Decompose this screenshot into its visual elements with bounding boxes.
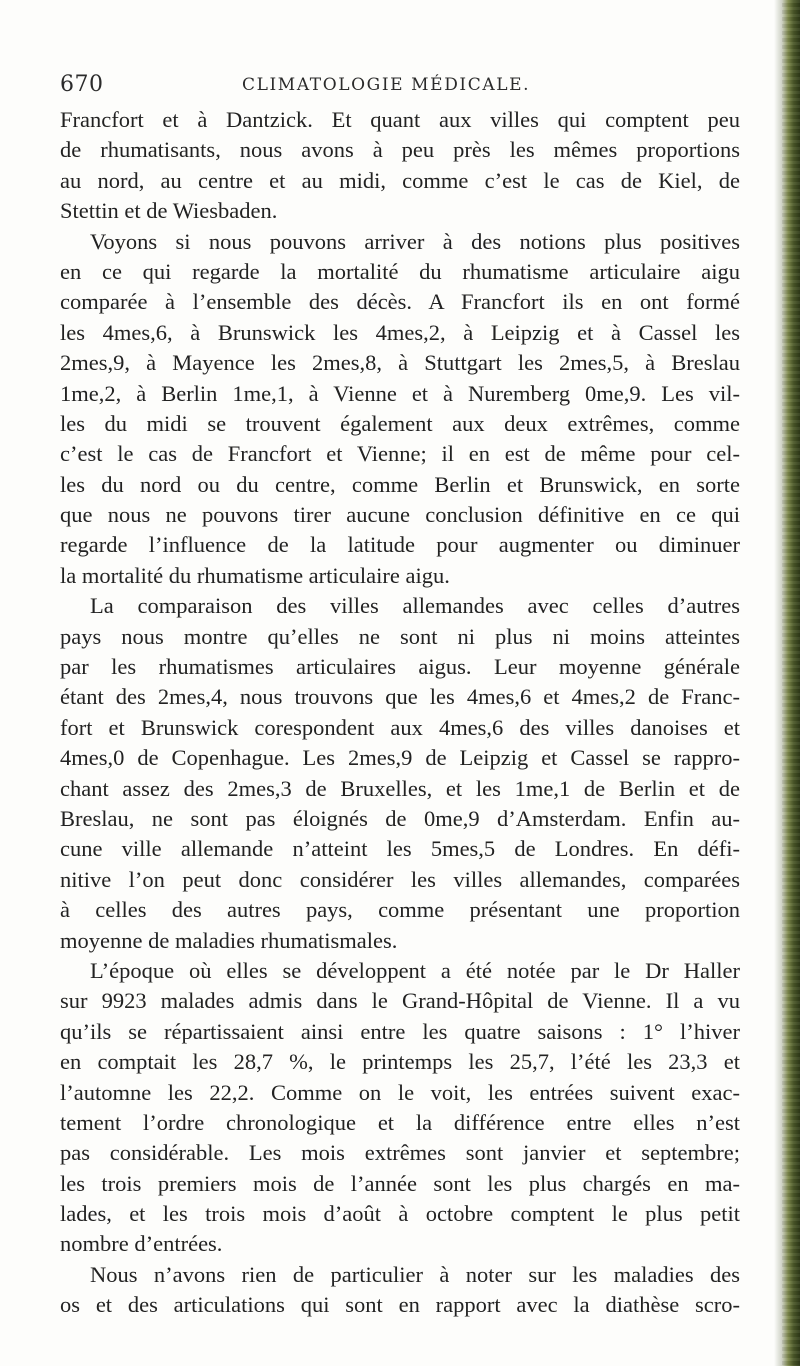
page-number: 670 [60,72,104,97]
text-line: en ce qui regarde la mortalité du rhumatisme articulaire aigu [60,258,740,284]
text-line: les trois premiers mois de l’année sont les plus chargés en ma- [60,1170,740,1196]
text-line: les du midi se trouvent également aux deux extrêmes, comme [60,410,740,436]
text-line: lades, et les trois mois d’août à octobre comptent le plus petit [60,1201,740,1227]
text-line: en comptait les 28,7 %, le printemps les 25,7, l’été les 23,3 et [60,1049,740,1075]
text-line: comparée à l’ensemble des décès. A Francfort ils en ont formé [60,289,740,315]
text-line: par les rhumatismes articulaires aigus. Leur moyenne générale [60,654,740,680]
text-line: Stettin et de Wiesbaden. [60,198,278,224]
running-head: CLIMATOLOGIE MÉDICALE. [242,75,531,95]
text-line: Voyons si nous pouvons arriver à des notions plus positives [90,228,740,254]
text-line: la mortalité du rhumatisme articulaire aigu. [60,562,450,588]
text-line: nombre d’entrées. [60,1231,223,1257]
text-line: regarde l’influence de la latitude pour augmenter ou diminuer [60,532,740,558]
text-line: nitive l’on peut donc considérer les villes allemandes, comparées [60,866,740,892]
text-line: pas considérable. Les mois extrêmes sont janvier et septembre; [60,1140,740,1166]
text-line: tement l’ordre chronologique et la différence entre elles n’est [60,1109,740,1135]
text-line: os et des articulations qui sont en rapport avec la diathèse scro- [60,1292,740,1318]
text-line: pays nous montre qu’elles ne sont ni plus ni moins atteintes [60,623,740,649]
text-line: les 4mes,6, à Brunswick les 4mes,2, à Leipzig et à Cassel les [60,319,740,345]
text-line: Francfort et à Dantzick. Et quant aux villes qui comptent peu [60,107,740,132]
text-line: Breslau, ne sont pas éloignés de 0me,9 d’Amsterdam. Enfin au- [60,805,740,831]
text-line: 4mes,0 de Copenhague. Les 2mes,9 de Leipzig et Cassel se rappro- [60,745,740,771]
text-line: Nous n’avons rien de particulier à noter sur les maladies des [90,1261,740,1287]
text-line: de rhumatisants, nous avons à peu près les mêmes proportions [60,137,740,163]
text-line: 1me,2, à Berlin 1me,1, à Vienne et à Nuremberg 0me,9. Les vil- [60,380,740,406]
text-line: l’automne les 22,2. Comme on le voit, les entrées suivent exac- [60,1079,740,1105]
text-line: que nous ne pouvons tirer aucune conclusion définitive en ce qui [60,502,740,528]
text-line: 2mes,9, à Mayence les 2mes,8, à Stuttgart les 2mes,5, à Breslau [60,350,740,376]
text-line: à celles des autres pays, comme présentant une proportion [60,897,740,923]
body-text [60,105,740,1321]
text-line: La comparaison des villes allemandes avec celles d’autres [90,593,740,619]
page-header [60,72,740,104]
text-line: cune ville allemande n’atteint les 5mes,5 de Londres. En défi- [60,836,740,862]
text-line: chant assez des 2mes,3 de Bruxelles, et les 1me,1 de Berlin et de [60,775,740,801]
text-line: sur 9923 malades admis dans le Grand-Hôpital de Vienne. Il a vu [60,988,740,1014]
text-line: les du nord ou du centre, comme Berlin et Brunswick, en sorte [60,471,740,497]
text-line: moyenne de maladies rhumatismales. [60,927,398,953]
text-line: étant des 2mes,4, nous trouvons que les 4mes,6 et 4mes,2 de Franc- [60,684,740,710]
text-line: qu’ils se répartissaient ainsi entre les quatre saisons : 1° l’hiver [60,1018,740,1044]
text-line: c’est le cas de Francfort et Vienne; il en est de même pour cel- [60,441,740,467]
text-line: L’époque où elles se développent a été notée par le Dr Haller [90,957,740,983]
page-edge-texture [782,0,800,1366]
text-line: au nord, au centre et au midi, comme c’est le cas de Kiel, de [60,167,740,193]
text-line: fort et Brunswick corespondent aux 4mes,6 des villes danoises et [60,714,740,740]
